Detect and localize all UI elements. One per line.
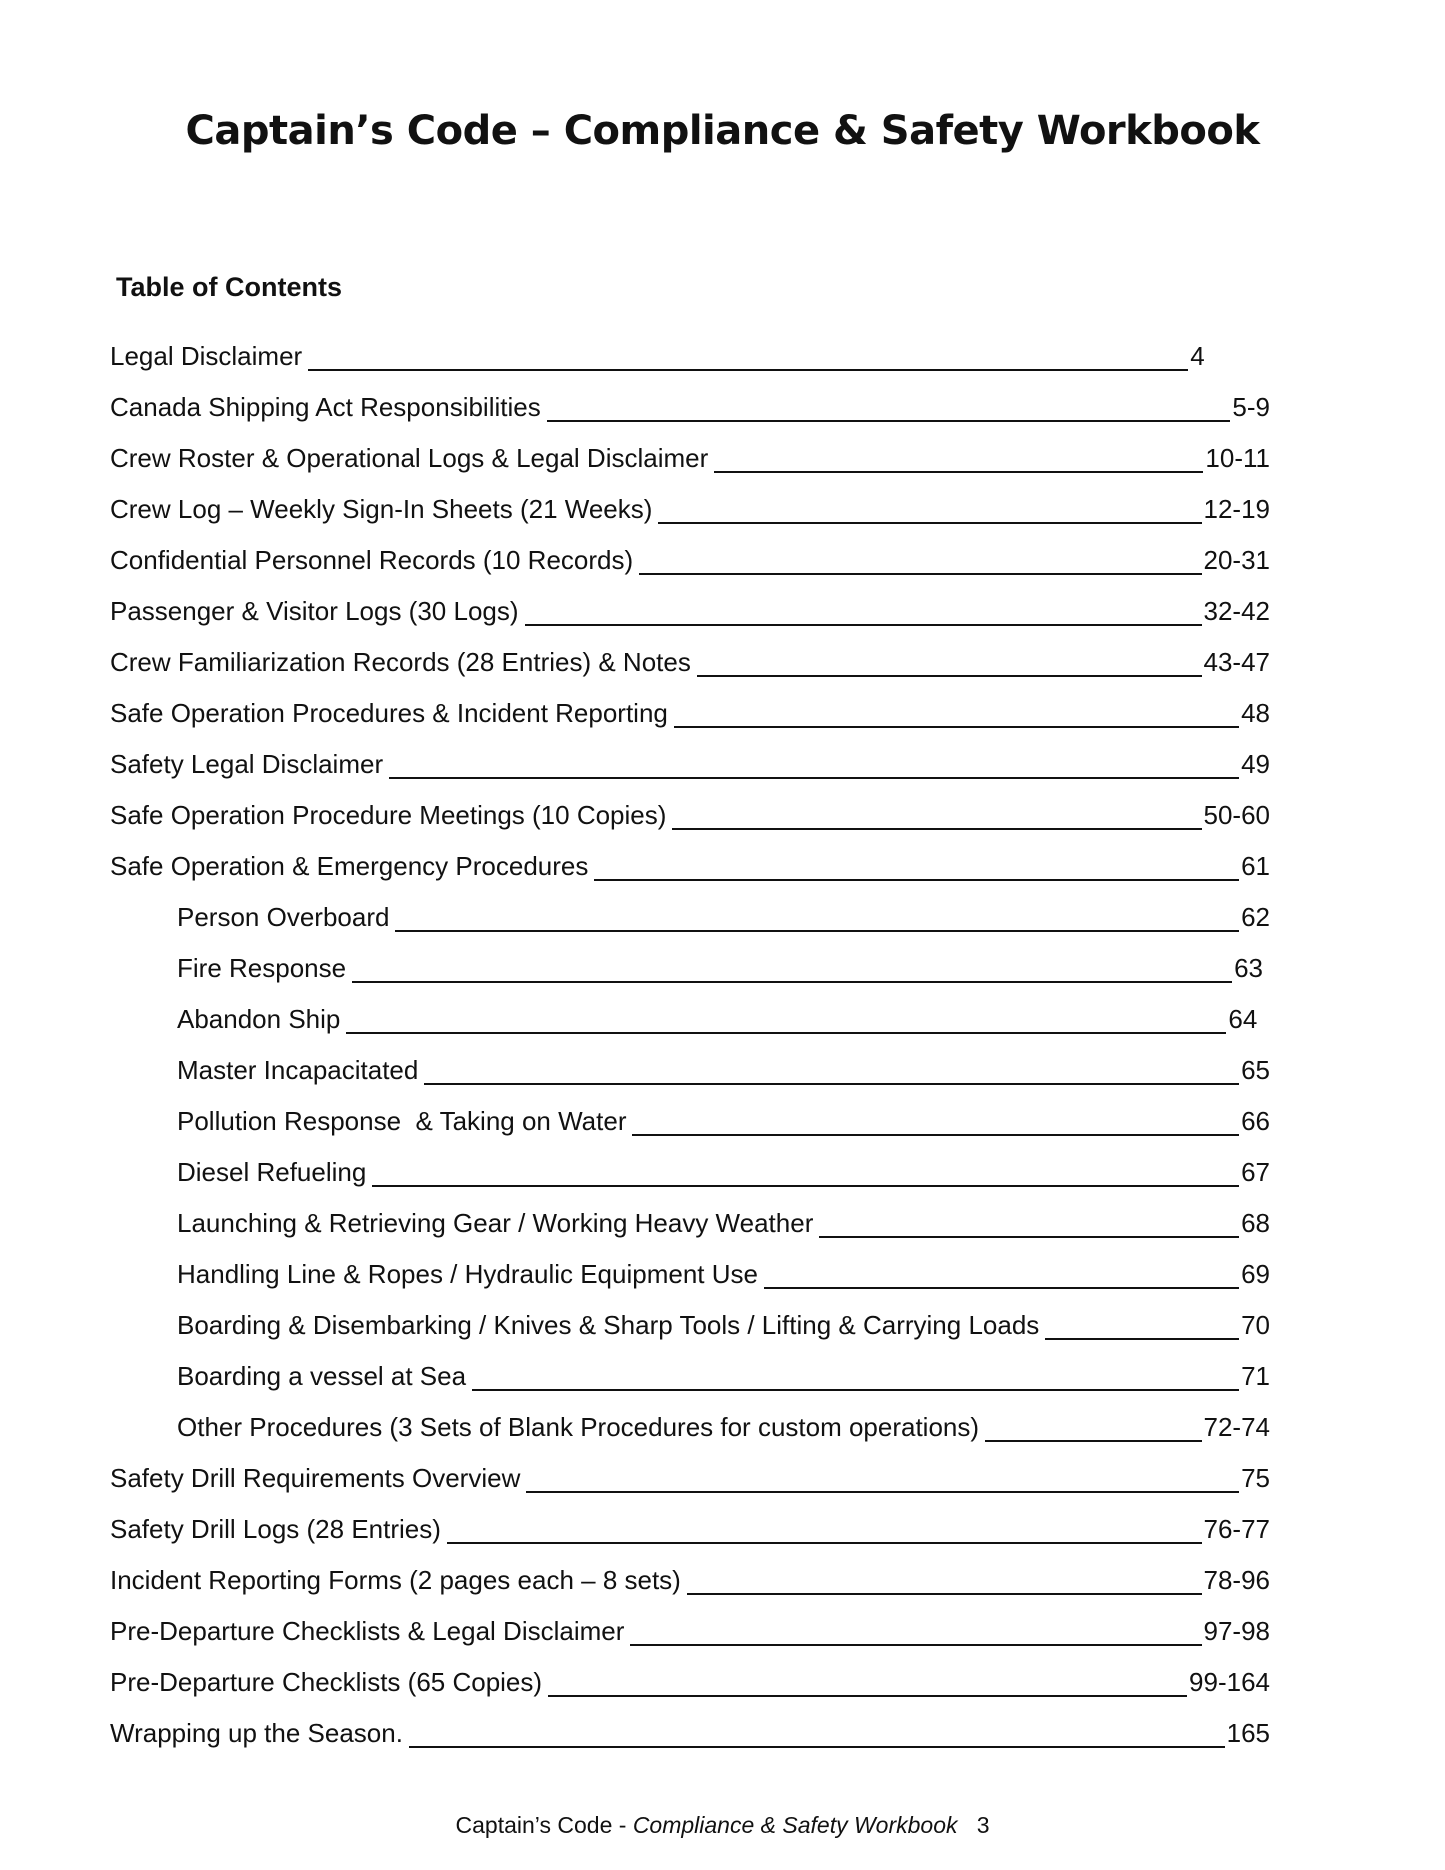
toc-entry-page: 69 <box>1241 1259 1270 1289</box>
toc-leader <box>372 1161 1239 1187</box>
toc-entry <box>110 728 1270 779</box>
toc-entry-label: Wrapping up the Season. <box>110 1718 403 1748</box>
toc-leader <box>639 549 1201 575</box>
toc-entry <box>110 371 1270 422</box>
toc-leader <box>389 753 1239 779</box>
toc-entry-label: Crew Log – Weekly Sign-In Sheets (21 Weeks) <box>110 494 653 524</box>
toc-leader <box>764 1263 1239 1289</box>
page-title: Captain’s Code – Compliance & Safety Workbook <box>185 108 1260 154</box>
toc-entry-label: Handling Line & Ropes / Hydraulic Equipment Use <box>177 1259 758 1289</box>
toc-entry-page: 4 <box>1190 341 1205 371</box>
toc-entry-label: Incident Reporting Forms (2 pages each – 8 sets) <box>110 1565 681 1595</box>
toc-entry-page: 72-74 <box>1203 1412 1270 1442</box>
toc-leader <box>632 1110 1239 1136</box>
toc-entry <box>110 779 1270 830</box>
toc-entry-page: 63 <box>1234 953 1263 983</box>
toc-entry-label: Boarding & Disembarking / Knives & Sharp Tools / Lifting & Carrying Loads <box>177 1310 1040 1340</box>
toc-leader <box>687 1569 1202 1595</box>
toc-entry-label: Safety Legal Disclaimer <box>110 749 384 779</box>
toc-entry-label: Crew Familiarization Records (28 Entries) & Notes <box>110 647 691 677</box>
toc-entry-page: 10-11 <box>1205 443 1270 473</box>
toc-entry-label: Pre-Departure Checklists & Legal Disclaimer <box>110 1616 625 1646</box>
toc-entry-page: 65 <box>1241 1055 1270 1085</box>
toc-entry-label: Safety Drill Logs (28 Entries) <box>110 1514 441 1544</box>
toc-entry-page: 76-77 <box>1203 1514 1270 1544</box>
toc-entry-label: Passenger & Visitor Logs (30 Logs) <box>110 596 519 626</box>
toc-entry-page: 61 <box>1241 851 1270 881</box>
toc-subentry <box>110 1085 1270 1136</box>
toc-leader <box>395 906 1239 932</box>
toc-entry-page: 12-19 <box>1203 494 1270 524</box>
toc-entry-label: Confidential Personnel Records (10 Records) <box>110 545 634 575</box>
toc-leader <box>526 1467 1239 1493</box>
toc-entry-page: 49 <box>1241 749 1270 779</box>
toc-leader <box>819 1212 1239 1238</box>
toc-entry-label: Fire Response <box>177 953 347 983</box>
toc-entry <box>110 473 1270 524</box>
toc-entry <box>110 320 1270 371</box>
toc-entry <box>110 524 1270 575</box>
toc-leader <box>658 498 1201 524</box>
toc-entry-page: 71 <box>1241 1361 1270 1391</box>
toc-entry-label: Crew Roster & Operational Logs & Legal Disclaimer <box>110 443 709 473</box>
toc-leader <box>308 345 1188 371</box>
toc-entry-label: Other Procedures (3 Sets of Blank Procedures for custom operations) <box>177 1412 980 1442</box>
toc-entry-label: Diesel Refueling <box>177 1157 367 1187</box>
toc-subentry <box>110 1391 1270 1442</box>
toc-entry-label: Safe Operation Procedures & Incident Reporting <box>110 698 668 728</box>
toc-entry-page: 32-42 <box>1203 596 1270 626</box>
footer-prefix: Captain’s Code - <box>455 1812 633 1838</box>
toc-leader <box>547 396 1231 422</box>
toc-subentry <box>110 983 1270 1034</box>
toc-leader <box>672 804 1201 830</box>
toc-entry <box>110 830 1270 881</box>
toc-entry-page: 97-98 <box>1203 1616 1270 1646</box>
toc-leader <box>674 702 1239 728</box>
toc-entry <box>110 1544 1270 1595</box>
toc-entry <box>110 1493 1270 1544</box>
toc-leader <box>548 1671 1187 1697</box>
toc-leader <box>697 651 1202 677</box>
toc-entry <box>110 1697 1270 1748</box>
toc-subentry <box>110 1136 1270 1187</box>
toc-leader <box>424 1059 1239 1085</box>
toc-leader <box>352 957 1232 983</box>
toc-subentry <box>110 1238 1270 1289</box>
toc-entry-page: 67 <box>1241 1157 1270 1187</box>
toc-subentry <box>110 1340 1270 1391</box>
toc-entry-page: 75 <box>1241 1463 1270 1493</box>
page-footer <box>0 1812 1445 1839</box>
toc-subentry <box>110 881 1270 932</box>
toc-entry <box>110 626 1270 677</box>
toc-entry-label: Safe Operation & Emergency Procedures <box>110 851 589 881</box>
toc-entry-page: 66 <box>1241 1106 1270 1136</box>
toc-entry-page: 62 <box>1241 902 1270 932</box>
toc-subentry <box>110 1034 1270 1085</box>
toc-entry-label: Safe Operation Procedure Meetings (10 Copies) <box>110 800 667 830</box>
toc-entry-label: Safety Drill Requirements Overview <box>110 1463 521 1493</box>
toc-leader <box>472 1365 1239 1391</box>
toc-entry-label: Launching & Retrieving Gear / Working Heavy Weather <box>177 1208 814 1238</box>
toc-entry-page: 165 <box>1226 1718 1270 1748</box>
toc-entry <box>110 1646 1270 1697</box>
toc-leader <box>630 1620 1201 1646</box>
table-of-contents <box>110 320 1270 1748</box>
toc-entry-page: 50-60 <box>1203 800 1270 830</box>
footer-page-number: 3 <box>976 1812 990 1838</box>
toc-entry-label: Abandon Ship <box>177 1004 341 1034</box>
toc-entry-label: Canada Shipping Act Responsibilities <box>110 392 541 422</box>
toc-entry-label: Boarding a vessel at Sea <box>177 1361 467 1391</box>
toc-entry-page: 48 <box>1241 698 1270 728</box>
toc-entry-page: 20-31 <box>1203 545 1270 575</box>
toc-entry-label: Pollution Response & Taking on Water <box>177 1106 627 1136</box>
toc-leader <box>346 1008 1226 1034</box>
toc-entry-page: 70 <box>1241 1310 1270 1340</box>
toc-entry-page: 5-9 <box>1232 392 1270 422</box>
toc-entry-label: Legal Disclaimer <box>110 341 303 371</box>
toc-leader <box>409 1722 1225 1748</box>
toc-leader <box>525 600 1202 626</box>
toc-leader <box>714 447 1203 473</box>
toc-leader <box>447 1518 1202 1544</box>
footer-italic-title: Compliance & Safety Workbook <box>632 1812 958 1838</box>
toc-entry-page: 64 <box>1228 1004 1258 1034</box>
toc-entry <box>110 422 1270 473</box>
toc-entry-page: 68 <box>1241 1208 1270 1238</box>
toc-entry-page: 99-164 <box>1189 1667 1270 1697</box>
toc-entry-label: Master Incapacitated <box>177 1055 419 1085</box>
toc-heading: Table of Contents <box>116 272 342 302</box>
toc-entry <box>110 1595 1270 1646</box>
toc-subentry <box>110 932 1270 983</box>
toc-subentry <box>110 1187 1270 1238</box>
toc-entry <box>110 677 1270 728</box>
toc-entry-page: 78-96 <box>1203 1565 1270 1595</box>
toc-entry-label: Pre-Departure Checklists (65 Copies) <box>110 1667 543 1697</box>
toc-entry-label: Person Overboard <box>177 902 390 932</box>
toc-subentry <box>110 1289 1270 1340</box>
toc-leader <box>1045 1314 1239 1340</box>
toc-entry-page: 43-47 <box>1203 647 1270 677</box>
toc-leader <box>985 1416 1201 1442</box>
toc-entry <box>110 575 1270 626</box>
toc-leader <box>594 855 1239 881</box>
toc-entry <box>110 1442 1270 1493</box>
